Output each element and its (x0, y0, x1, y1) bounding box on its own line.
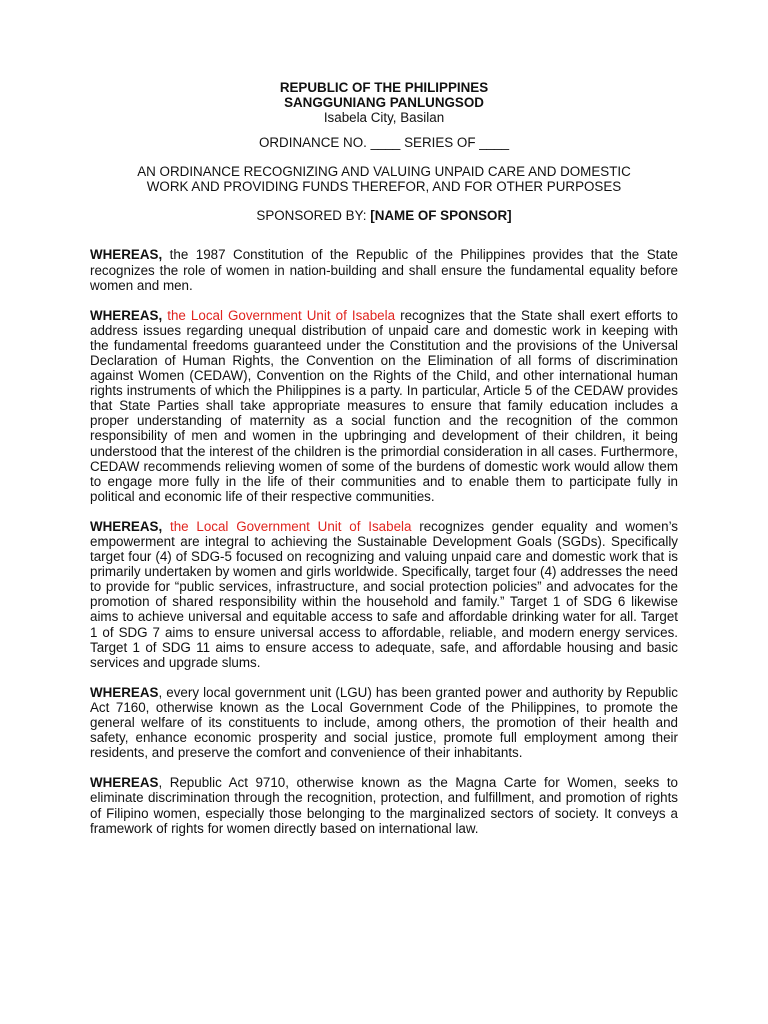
clause-text: recognizes that the State shall exert efforts to address issues regarding unequal distribution of unpaid care and domestic work in keeping with the fundamental freedoms guaranteed under the Constitution and the provisions of the Universal Declaration of Human Rights, the Convention on the Elimination of all forms of discrimination against Women (CEDAW), Convention on the Rights of the Child, and other international human rights instruments of which the Philippines is a party. In particular, Article 5 of the CEDAW provides that State Parties shall take appropriate measures to ensure that family education includes a proper understanding of maternity as a social function and the recognition of the common responsibility of men and women in the upbringing and development of their children, it being understood that the interest of the children is the primordial consideration in all cases. Furthermore, CEDAW recommends relieving women of some of the burdens of domestic work would allow them to engage more fully in the life of their communities and to enable them to participate fully in political and economic life of their respective communities. (90, 307, 678, 504)
whereas-clause-3 (90, 519, 678, 670)
location-line: Isabela City, Basilan (323, 110, 445, 126)
clause-text: , Republic Act 9710, otherwise known as the Magna Carte for Women, seeks to eliminate discrimination through the recognition, protection, and fulfillment, and promotion of rights of Filipino women, especially those belonging to the marginalized sectors of society. It conveys a framework of rights for women directly based on international law. (90, 775, 678, 836)
ordinance-title (90, 164, 678, 194)
whereas-lead: WHEREAS (90, 775, 159, 791)
title-line-2: WORK AND PROVIDING FUNDS THEREFOR, AND FOR OTHER PURPOSES (146, 179, 622, 195)
whereas-clause-1 (90, 247, 678, 292)
lgu-highlight: the Local Government Unit of Isabela (162, 307, 396, 323)
title-line-1: AN ORDINANCE RECOGNIZING AND VALUING UNPAID CARE AND DOMESTIC (137, 163, 631, 179)
whereas-lead: WHEREAS, (90, 247, 163, 263)
council-heading: SANGGUNIANG PANLUNGSOD (284, 95, 484, 111)
lgu-highlight: the Local Government Unit of Isabela (162, 518, 412, 534)
whereas-lead: WHEREAS (90, 684, 159, 700)
whereas-clause-5 (90, 775, 678, 835)
whereas-clause-4 (90, 685, 678, 760)
republic-heading: REPUBLIC OF THE PHILIPPINES (279, 80, 489, 95)
clause-text: recognizes gender equality and women’s empowerment are integral to achieving the Sustainable Development Goals (SGDs). Specifically target four (4) of SDG-5 focused on recognizing and valuing unpaid care and domestic work that is primarily undertaken by women and girls worldwide. Specifically, target four (4) addresses the need to provide for “public services, infrastructure, and social protection policies” and advocates for the promotion of shared responsibility within the household and family.” Target 1 of SDG 6 likewise aims to achieve universal and equitable access to safe and affordable drinking water for all. Target 1 of SDG 7 aims to ensure universal access to affordable, reliable, and modern energy services. Target 1 of SDG 11 aims to ensure access to adequate, safe, and affordable housing and basic services and upgrade slums. (90, 518, 678, 670)
whereas-clauses (90, 247, 678, 835)
sponsor-line (90, 208, 678, 223)
whereas-lead: WHEREAS, (90, 307, 163, 323)
clause-text: the 1987 Constitution of the Republic of the Philippines provides that the State recognizes the role of women in nation-building and shall ensure the fundamental equality before women and men. (90, 247, 678, 293)
clause-text: , every local government unit (LGU) has been granted power and authority by Republic Act 7160, otherwise known as the Local Government Code of the Philippines, to promote the general welfare of its constituents to include, among others, the promotion of their health and safety, enhance economic prosperity and social justice, promote full employment among their residents, and preserve the comfort and convenience of their inhabitants. (90, 684, 678, 761)
whereas-lead: WHEREAS, (90, 518, 163, 534)
whereas-clause-2 (90, 308, 678, 504)
sponsor-name: [NAME OF SPONSOR] (370, 208, 512, 224)
ordinance-number-line: ORDINANCE NO. ____ SERIES OF ____ (258, 134, 510, 150)
sponsor-label: SPONSORED BY: (256, 208, 371, 224)
document-header (90, 80, 678, 126)
